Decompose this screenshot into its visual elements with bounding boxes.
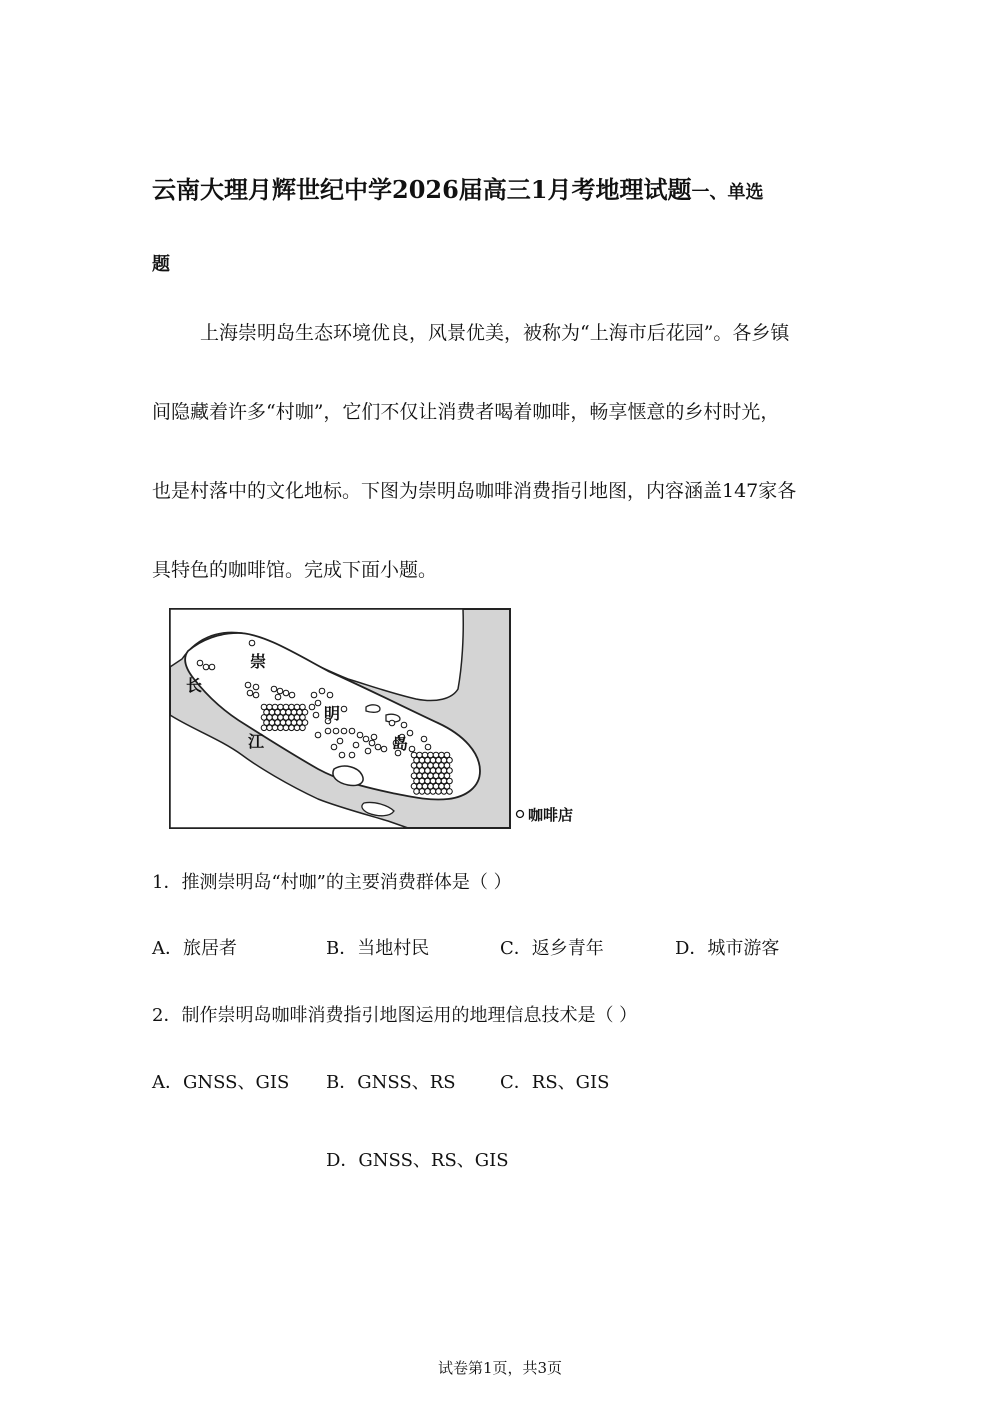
coffee-shop-marker (247, 690, 253, 696)
map-label-ming: 明 (324, 704, 341, 723)
coffee-shop-marker (441, 789, 447, 795)
question-1-option-c[interactable]: C．返乡青年 (500, 938, 604, 959)
coffee-shop-marker (319, 688, 325, 694)
coffee-shop-marker (339, 752, 345, 758)
coffee-shop-marker (337, 738, 343, 744)
question-1-option-b[interactable]: B．当地村民 (326, 938, 430, 959)
coffee-shop-marker (447, 789, 453, 795)
coffee-shop-marker (249, 640, 255, 646)
question-1-stem: 1．推测崇明岛“村咖”的主要消费群体是（ ） (152, 872, 512, 893)
coffee-shop-marker (278, 725, 284, 731)
question-1-option-a[interactable]: A．旅居者 (152, 938, 237, 959)
passage-line-2: 间隐藏着许多“村咖”，它们不仅让消费者喝着咖啡，畅享惬意的乡村时光， (152, 401, 780, 423)
map-label-dao: 岛 (392, 734, 409, 753)
coffee-shop-marker (414, 789, 420, 795)
question-2-stem: 2．制作崇明岛咖啡消费指引地图运用的地理信息技术是（ ） (152, 1005, 638, 1026)
coffee-shop-marker (331, 744, 337, 750)
coffee-shop-marker (436, 789, 442, 795)
coffee-shop-marker (261, 725, 267, 731)
map-label-chang: 长 (186, 676, 203, 695)
coffee-shop-marker (357, 732, 363, 738)
section-heading-part2: 题 (152, 254, 170, 275)
coffee-shop-marker (309, 704, 315, 710)
map-label-chong: 崇 (250, 652, 267, 671)
coffee-shop-marker (341, 728, 347, 734)
legend-label: 咖啡店 (528, 806, 574, 824)
legend-coffee-icon (517, 811, 524, 818)
question-2-option-c[interactable]: C．RS、GIS (500, 1072, 610, 1093)
coffee-shop-marker (389, 720, 395, 726)
coffee-shop-marker (294, 725, 300, 731)
coffee-shop-marker (419, 789, 425, 795)
coffee-shop-marker (363, 736, 369, 742)
small-island-2 (366, 705, 380, 712)
passage-line-3: 也是村落中的文化地标。下图为崇明岛咖啡消费指引地图，内容涵盖147家各 (152, 480, 797, 502)
coffee-shop-marker (349, 752, 355, 758)
coffee-shop-marker (425, 744, 431, 750)
coffee-shop-marker (407, 730, 413, 736)
coffee-shop-marker (277, 688, 283, 694)
coffee-shop-marker (421, 736, 427, 742)
coffee-shop-marker (327, 692, 333, 698)
section-heading-part1: 一、单选 (691, 182, 764, 203)
coffee-shop-marker (283, 690, 289, 696)
section-heading-continued (152, 250, 170, 276)
coffee-shop-marker (253, 684, 259, 690)
coffee-shop-marker (289, 725, 295, 731)
coffee-shop-marker (203, 664, 209, 670)
coffee-shop-marker (313, 712, 319, 718)
title-main: 云南大理月辉世纪中学2026届高三1月考地理试题 (152, 175, 692, 204)
coffee-shop-marker (315, 732, 321, 738)
coffee-shop-marker (369, 740, 375, 746)
coffee-shop-marker (353, 742, 359, 748)
chongming-coffee-map (168, 607, 588, 832)
coffee-shop-marker (381, 746, 387, 752)
passage-line-1: 上海崇明岛生态环境优良，风景优美，被称为“上海市后花园”。各乡镇 (200, 322, 790, 344)
coffee-shop-marker (349, 728, 355, 734)
coffee-shop-marker (300, 725, 306, 731)
question-2-option-d[interactable]: D．GNSS、RS、GIS (326, 1150, 509, 1171)
coffee-shop-marker (289, 692, 295, 698)
coffee-shop-marker (253, 692, 259, 698)
question-1-option-d[interactable]: D．城市游客 (675, 938, 780, 959)
coffee-shop-marker (272, 725, 278, 731)
coffee-shop-marker (371, 734, 377, 740)
map-label-jiang: 江 (248, 732, 265, 751)
coffee-shop-marker (311, 692, 317, 698)
coffee-shop-marker (425, 789, 431, 795)
coffee-shop-marker (341, 706, 347, 712)
question-2-option-b[interactable]: B．GNSS、RS (326, 1072, 456, 1093)
coffee-shop-marker (325, 728, 331, 734)
coffee-shop-marker (197, 660, 203, 666)
page-footer: 试卷第1页，共3页 (437, 1359, 563, 1377)
coffee-shop-marker (430, 789, 436, 795)
coffee-shop-marker (245, 682, 251, 688)
coffee-shop-marker (333, 728, 339, 734)
coffee-shop-marker (209, 664, 215, 670)
question-2-option-a[interactable]: A．GNSS、GIS (152, 1072, 290, 1093)
passage-line-4: 具特色的咖啡馆。完成下面小题。 (152, 559, 438, 581)
coffee-shop-marker (283, 725, 289, 731)
coffee-shop-marker (315, 700, 321, 706)
coffee-shop-marker (267, 725, 273, 731)
coffee-shop-marker (401, 722, 407, 728)
coffee-shop-marker (275, 694, 281, 700)
page-title (152, 170, 764, 205)
coffee-shop-marker (271, 686, 277, 692)
coffee-shop-marker (409, 746, 415, 752)
coffee-shop-marker (375, 744, 381, 750)
coffee-shop-marker (365, 748, 371, 754)
